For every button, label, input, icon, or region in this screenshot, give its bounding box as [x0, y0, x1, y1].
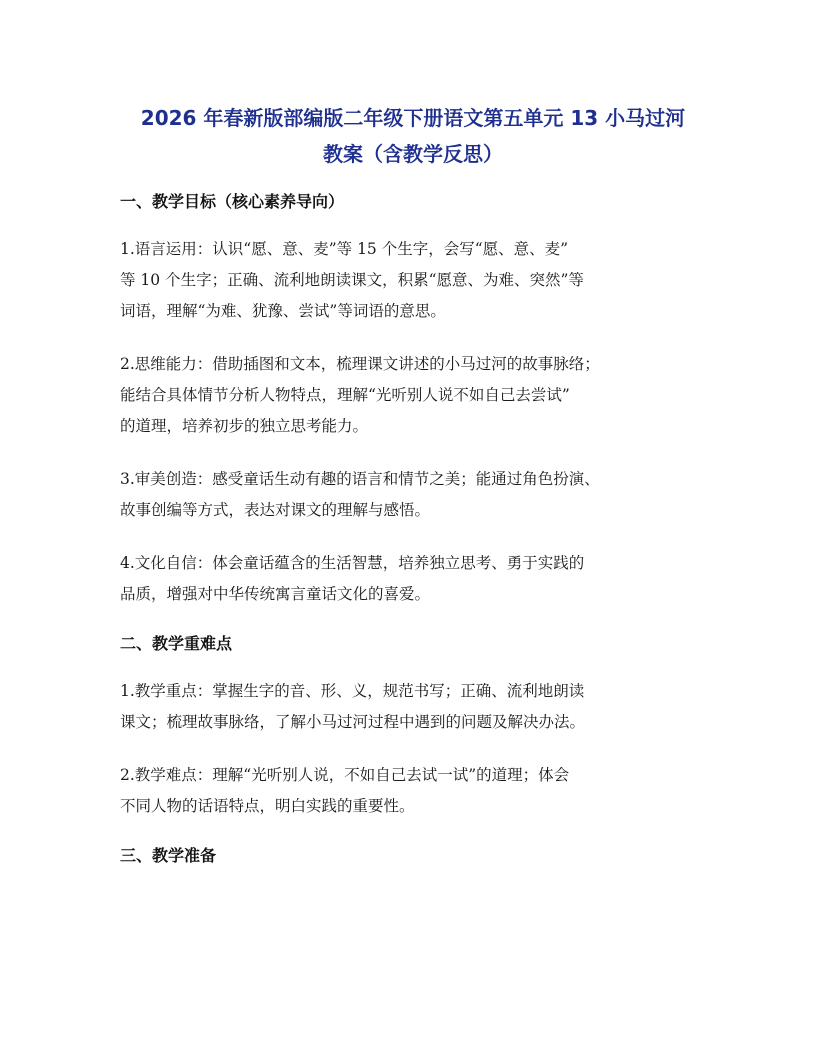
section-teaching-preparation — [120, 844, 706, 868]
paragraph-teaching-focus: 1.教学重点：掌握生字的音、形、义，规范书写；正确、流利地朗读 课文；梳理故事脉络，了解小马过河过程中遇到的问题及解决办法。 — [120, 682, 586, 731]
paragraph-cultural-confidence: 4.文化自信：体会童话蕴含的生活智慧，培养独立思考、勇于实践的 品质，增强对中华传统寓言童话文化的喜爱。 — [120, 554, 585, 603]
document-title — [120, 100, 706, 172]
section-teaching-objectives — [120, 190, 706, 610]
paragraph-teaching-difficulty: 2.教学难点：理解“光听别人说，不如自己去试一试”的道理；体会 不同人物的话语特点，明白实践的重要性。 — [120, 766, 570, 815]
title-line: 教案（含教学反思） — [323, 142, 503, 166]
paragraph-language-use: 1.语言运用：认识“愿、意、麦”等 15 个生字，会写“愿、意、麦” 等 10 个生字；正确、流利地朗读课文，积累“愿意、为难、突然”等 词语，理解“为难、犹豫、尝试”等词语的意思。 — [120, 240, 584, 320]
section-heading: 二、教学重难点 — [120, 634, 233, 653]
section-heading: 一、教学目标（核心素养导向） — [120, 192, 345, 211]
paragraph-thinking-ability: 2.思维能力：借助插图和文本，梳理课文讲述的小马过河的故事脉络； 能结合具体情节分析人物特点，理解“光听别人说不如自己去尝试” 的道理，培养初步的独立思考能力。 — [120, 355, 600, 435]
paragraph-aesthetic-creation: 3.审美创造：感受童话生动有趣的语言和情节之美；能通过角色扮演、 故事创编等方式，表达对课文的理解与感悟。 — [120, 470, 600, 519]
title-line: 2026 年春新版部编版二年级下册语文第五单元 13 小马过河 — [140, 106, 686, 130]
section-key-difficult-points — [120, 632, 706, 822]
section-heading: 三、教学准备 — [120, 846, 217, 865]
